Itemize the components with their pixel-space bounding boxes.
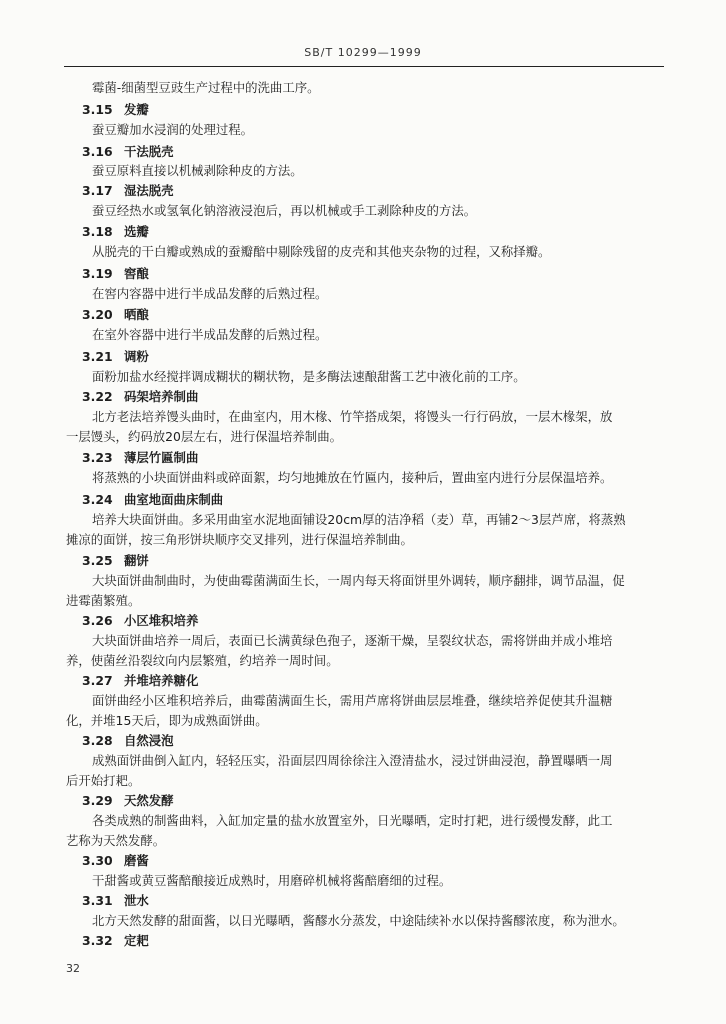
clause-heading	[82, 613, 198, 629]
body-text-line: 北方老法培养馒头曲时，在曲室内，用木椽、竹竿搭成架，将馒头一行行码放，一层木椽架，放	[92, 409, 613, 424]
clause-heading	[82, 266, 149, 282]
clause-term: 选瓣	[124, 224, 149, 239]
clause-term: 湿法脱壳	[124, 183, 174, 198]
body-text-line: 霉菌-细菌型豆豉生产过程中的洗曲工序。	[92, 80, 320, 95]
body-text-line: 艺称为天然发酵。	[66, 833, 166, 848]
clause-heading	[82, 389, 198, 405]
body-text-line: 成熟面饼曲倒入缸内，轻轻压实，沿面层四周徐徐注入澄清盐水，浸过饼曲浸泡，静置曝晒一周	[92, 753, 613, 768]
clause-term: 晒酿	[124, 307, 149, 322]
clause-heading	[82, 733, 174, 749]
clause-heading	[82, 492, 223, 508]
body-text-line: 在窖内容器中进行半成品发酵的后熟过程。	[92, 286, 328, 301]
clause-term: 干法脱壳	[124, 144, 174, 159]
body-text-line: 进霉菌繁殖。	[66, 593, 141, 608]
clause-term: 调粉	[124, 349, 149, 364]
clause-number: 3.24	[82, 492, 113, 507]
header-rule	[64, 66, 664, 67]
body-text-line: 蚕豆原料直接以机械剥除种皮的方法。	[92, 163, 303, 178]
body-text-line: 北方天然发酵的甜面酱，以日光曝晒，酱醪水分蒸发，中途陆续补水以保持酱醪浓度，称为泄水。	[92, 913, 625, 928]
body-text-line: 一层馒头，约码放20层左右，进行保温培养制曲。	[66, 429, 342, 444]
clause-heading	[82, 144, 174, 160]
clause-term: 小区堆积培养	[124, 613, 199, 628]
clause-heading	[82, 307, 149, 323]
body-text-line: 面饼曲经小区堆积培养后，曲霉菌满面生长，需用芦席将饼曲层层堆叠，继续培养促使其升温糖	[92, 693, 613, 708]
clause-term: 泄水	[124, 893, 149, 908]
clause-heading	[82, 450, 198, 466]
body-text-line: 养，使菌丝沿裂纹向内层繁殖，约培养一周时间。	[66, 653, 339, 668]
body-text-line: 干甜酱或黄豆酱醅酿接近成熟时，用磨碎机械将酱醅磨细的过程。	[92, 873, 452, 888]
clause-number: 3.29	[82, 793, 113, 808]
body-text-line: 后开始打耙。	[66, 773, 141, 788]
clause-number: 3.32	[82, 933, 113, 948]
clause-number: 3.25	[82, 553, 113, 568]
body-text-line: 摊凉的面饼，按三角形饼块顺序交叉排列，进行保温培养制曲。	[66, 532, 413, 547]
body-text-line: 化，并堆15天后，即为成熟面饼曲。	[66, 713, 268, 728]
clause-term: 码架培养制曲	[124, 389, 199, 404]
clause-term: 磨酱	[124, 853, 149, 868]
clause-number: 3.30	[82, 853, 113, 868]
body-text-line: 蚕豆瓣加水浸润的处理过程。	[92, 122, 254, 137]
clause-number: 3.18	[82, 224, 113, 239]
clause-heading	[82, 224, 149, 240]
running-header: SB/T 10299—1999	[304, 46, 422, 59]
clause-number: 3.16	[82, 144, 113, 159]
body-text-line: 从脱壳的干白瓣或熟成的蚕瓣醅中剔除残留的皮壳和其他夹杂物的过程，又称择瓣。	[92, 244, 551, 259]
clause-number: 3.20	[82, 307, 113, 322]
clause-number: 3.15	[82, 102, 113, 117]
body-text-line: 在室外容器中进行半成品发酵的后熟过程。	[92, 327, 328, 342]
clause-term: 窖酿	[124, 266, 149, 281]
clause-heading	[82, 183, 174, 199]
body-text-line: 大块面饼曲培养一周后，表面已长满黄绿色孢子，逐渐干燥，呈裂纹状态，需将饼曲并成小堆培	[92, 633, 613, 648]
clause-heading	[82, 933, 149, 949]
clause-heading	[82, 102, 149, 118]
clause-term: 曲室地面曲床制曲	[124, 492, 224, 507]
clause-number: 3.28	[82, 733, 113, 748]
body-text-line: 大块面饼曲制曲时，为使曲霉菌满面生长，一周内每天将面饼里外调转，顺序翻排，调节品温，促	[92, 573, 625, 588]
body-text-line: 培养大块面饼曲。多采用曲室水泥地面铺设20cm厚的洁净稻（麦）草，再铺2～3层芦席，将蒸熟	[92, 512, 626, 527]
clause-term: 翻饼	[124, 553, 149, 568]
clause-number: 3.26	[82, 613, 113, 628]
clause-heading	[82, 553, 149, 569]
clause-term: 天然发酵	[124, 793, 174, 808]
clause-heading	[82, 793, 174, 809]
clause-number: 3.17	[82, 183, 113, 198]
page-number: 32	[66, 962, 80, 975]
clause-number: 3.19	[82, 266, 113, 281]
clause-heading	[82, 349, 149, 365]
clause-term: 薄层竹匾制曲	[124, 450, 199, 465]
clause-number: 3.22	[82, 389, 113, 404]
clause-number: 3.21	[82, 349, 113, 364]
clause-heading	[82, 673, 198, 689]
body-text-line: 面粉加盐水经搅拌调成糊状的糊状物，是多酶法速酿甜酱工艺中液化前的工序。	[92, 369, 526, 384]
clause-term: 自然浸泡	[124, 733, 174, 748]
clause-number: 3.31	[82, 893, 113, 908]
body-text-line: 将蒸熟的小块面饼曲料或碎面絮，均匀地摊放在竹匾内，接种后，置曲室内进行分层保温培养。	[92, 470, 613, 485]
clause-term: 定耙	[124, 933, 149, 948]
clause-term: 发瓣	[124, 102, 149, 117]
body-text-line: 各类成熟的制酱曲料，入缸加定量的盐水放置室外，日光曝晒，定时打耙，进行缓慢发酵，此工	[92, 813, 613, 828]
clause-heading	[82, 893, 149, 909]
clause-number: 3.27	[82, 673, 113, 688]
clause-heading	[82, 853, 149, 869]
body-text-line: 蚕豆经热水或氢氧化钠溶液浸泡后，再以机械或手工剥除种皮的方法。	[92, 203, 477, 218]
clause-number: 3.23	[82, 450, 113, 465]
clause-term: 并堆培养糖化	[124, 673, 199, 688]
